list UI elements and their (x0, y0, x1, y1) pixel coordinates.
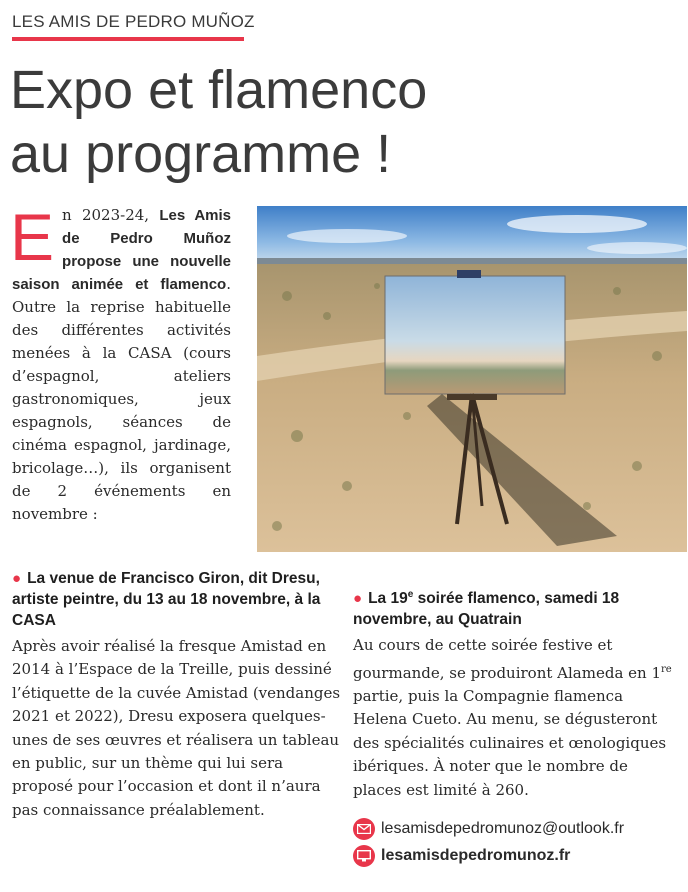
easel-painting-photo (257, 206, 687, 552)
intro-paragraph (10, 200, 232, 526)
title-line-1: Expo et flamenco (10, 60, 428, 120)
intro-column (10, 200, 232, 526)
painting-canvas (385, 276, 565, 394)
event-flamenco (353, 584, 675, 802)
intro-lead: n 2023-24, (62, 206, 160, 224)
event-flamenco-heading (353, 584, 675, 630)
contact-website-text[interactable]: lesamisdepedromunoz.fr (381, 847, 571, 864)
event-painter-heading (12, 568, 342, 631)
event-flamenco-body-a: Au cours de cette soirée festive et gourmande, se produiront Alameda en 1 (353, 636, 662, 682)
drop-cap: E (10, 200, 55, 274)
event-flamenco-heading-sup: e (407, 589, 414, 600)
monitor-icon (353, 845, 375, 867)
event-painter-body: Après avoir réalisé la fresque Amistad en 2014 à l’Espace de la Treille, puis dessiné l’étiquette de la cuvée Amistad (vendanges 2021 et 2022), Dresu exposera quelques-unes de ses œuvres et réalisera un tableau en public, sur un thème qui lui sera proposé pour l’occasion et dont il n’aura pas connaissance préalablement. (12, 637, 341, 819)
event-flamenco-body-sup: re (661, 663, 672, 675)
article-title (10, 58, 427, 186)
event-flamenco-body (353, 634, 675, 802)
article-photo (257, 206, 687, 552)
section-tag: LES AMIS DE PEDRO MUÑOZ (12, 12, 255, 31)
event-flamenco-body-b: partie, puis la Compagnie flamenca Helena Cueto. Au menu, se dégusteront des spécialités culinaires et œnologiques ibériques. À noter que le nombre de places est limité à 260. (353, 686, 667, 799)
contact-email-text[interactable]: lesamisdepedromunoz@outlook.fr (381, 820, 625, 837)
event-painter-heading-text: La venue de Francisco Giron, dit Dresu, artiste peintre, du 13 au 18 novembre, à la CASA (12, 570, 321, 629)
event-flamenco-heading-a: La 19 (368, 590, 408, 608)
title-line-2: au programme ! (10, 124, 392, 184)
intro-rest: . Outre la reprise habituelle des différentes activités menées à la CASA (cours d’espagnol, ateliers gastronomiques, jeux espagnols, séances de cinéma espagnol, jardinage, bricolage…), ils organisent de 2 événements en novembre : (12, 275, 231, 523)
event-painter (12, 568, 342, 822)
contact-email[interactable] (353, 818, 624, 840)
event-flamenco-heading-b: soirée flamenco, samedi 18 novembre, au Quatrain (353, 590, 620, 629)
section-rule (12, 37, 244, 41)
bullet-icon: ● (353, 590, 363, 608)
envelope-icon (353, 818, 375, 840)
bullet-icon: ● (12, 570, 22, 587)
intro-bold: Les Amis de Pedro Muñoz propose une nouvelle saison animée et flamenco (12, 207, 232, 293)
contact-website[interactable] (353, 845, 570, 867)
